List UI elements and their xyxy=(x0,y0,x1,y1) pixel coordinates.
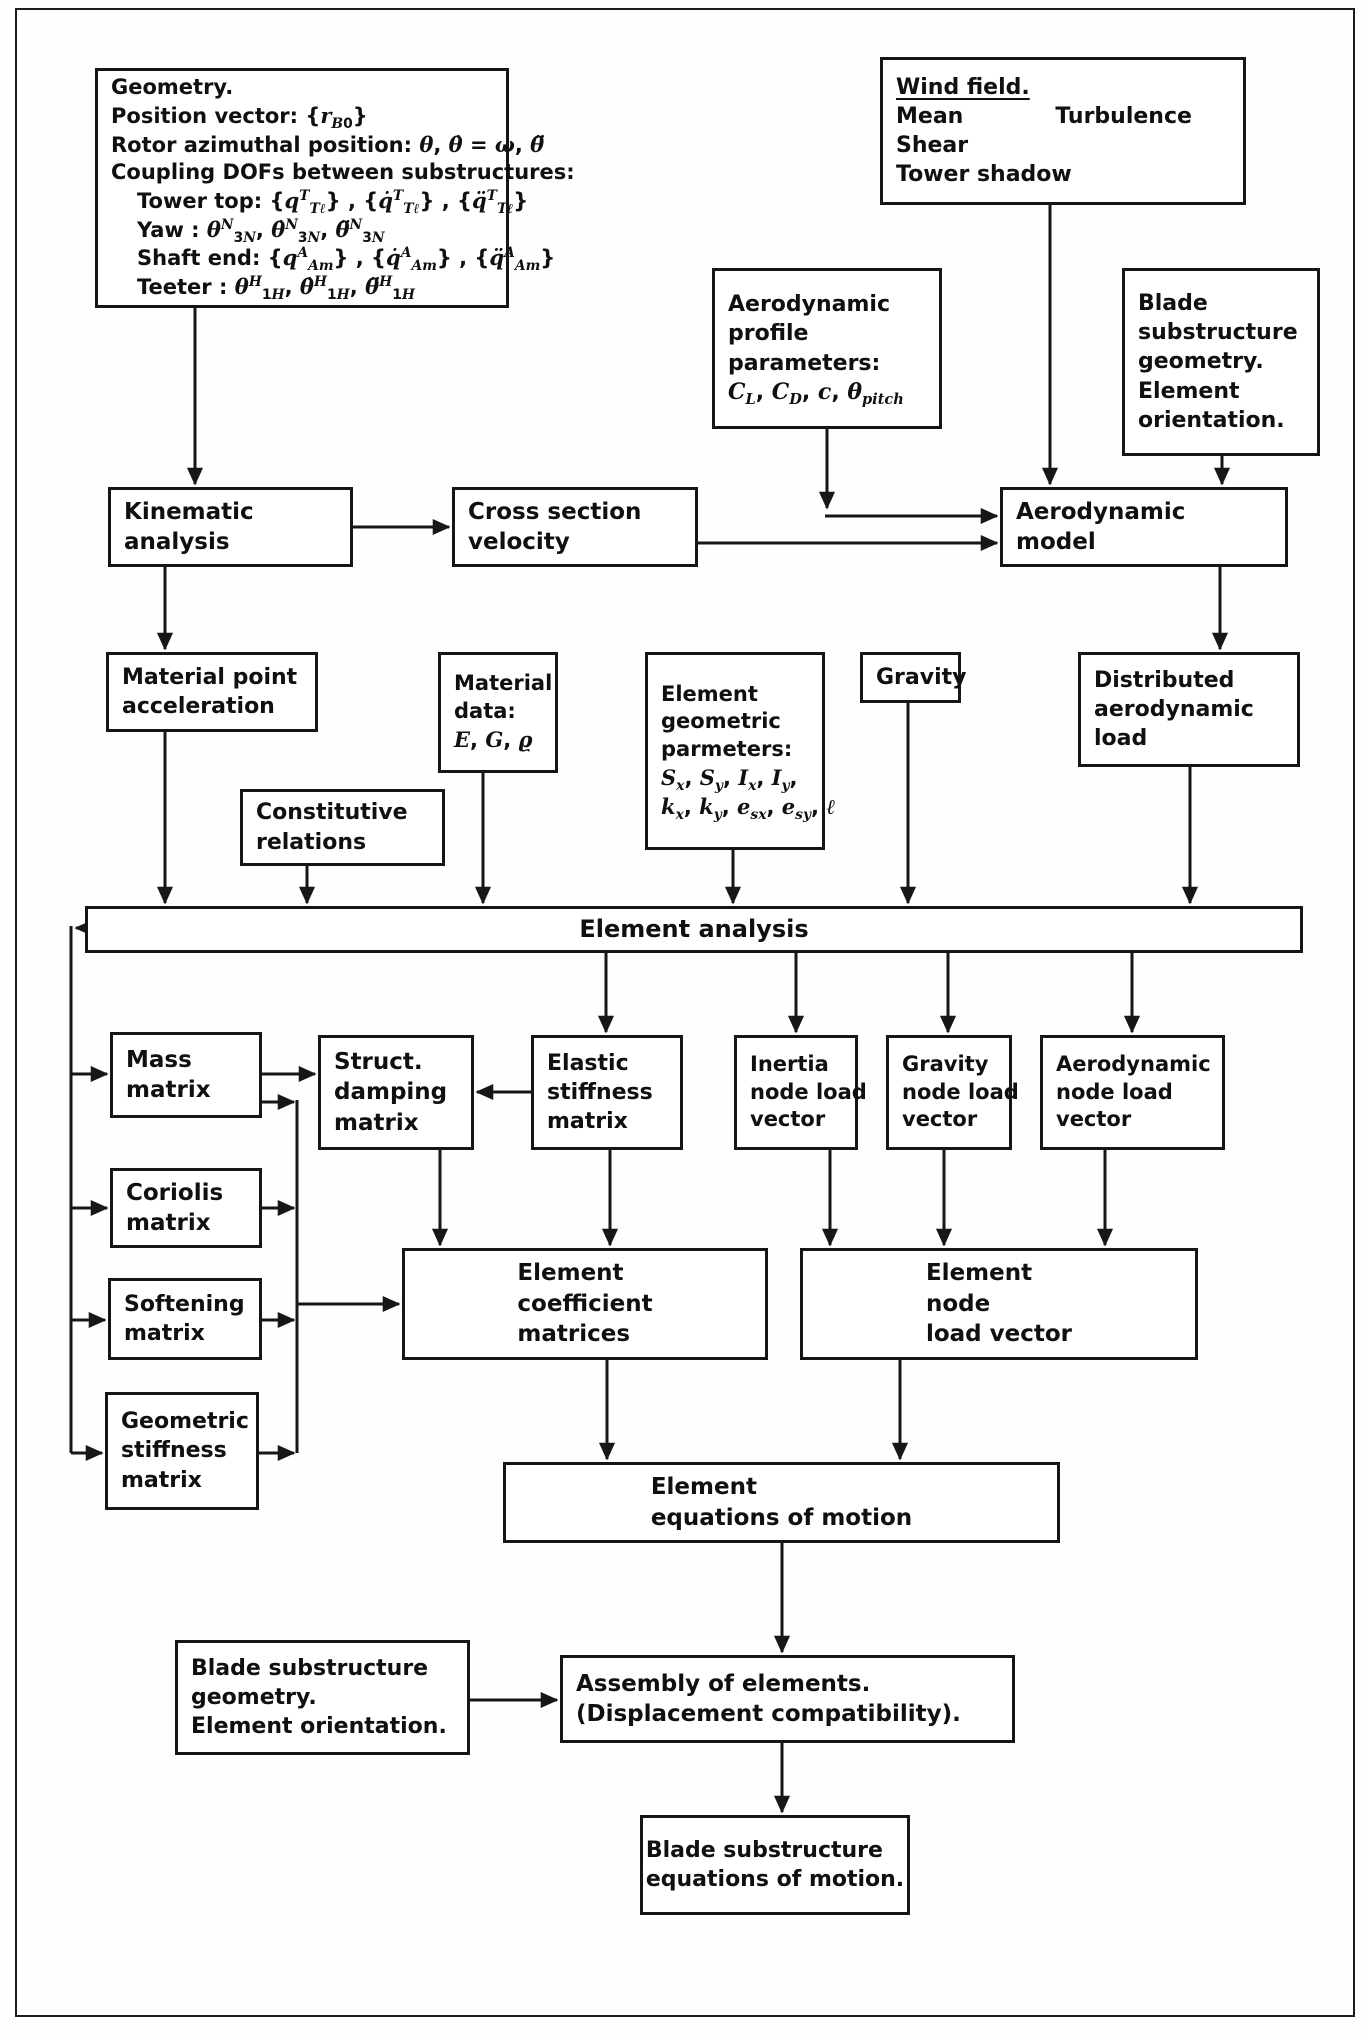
node-blade-geom-bottom-line-1: geometry. xyxy=(191,1684,317,1710)
node-element-coefficient-matrices-line-1: coefficient xyxy=(517,1290,653,1317)
node-inertia-node-load-vector xyxy=(734,1035,867,1150)
node-assembly-of-elements-text xyxy=(563,1665,974,1734)
node-element-coefficient-matrices-line-0: Element xyxy=(517,1260,624,1287)
node-element-geometric-parameters-line-3: $S_x$, $S_y$, $I_x$, $I_y$, xyxy=(661,764,798,795)
node-coriolis-matrix-text xyxy=(113,1174,236,1243)
node-cross-section-velocity-text xyxy=(455,493,654,562)
node-geometric-stiffness-matrix-line-2: matrix xyxy=(121,1467,202,1493)
node-blade-substructure-eom-line-1: equations of motion. xyxy=(645,1867,905,1892)
node-constitutive-relations-text xyxy=(243,794,421,860)
node-struct-damping-matrix-line-2: matrix xyxy=(334,1109,419,1136)
node-element-analysis xyxy=(85,906,1303,953)
node-blade-substructure-eom-line-0: Blade substructure xyxy=(645,1837,883,1863)
node-aero-model xyxy=(1000,487,1288,567)
node-softening-matrix-line-1: matrix xyxy=(124,1321,205,1346)
node-coriolis-matrix-line-0: Coriolis xyxy=(126,1179,224,1206)
node-geometry-text xyxy=(98,70,588,306)
node-cross-section-velocity xyxy=(452,487,698,567)
node-material-point-acceleration-line-1: acceleration xyxy=(122,694,275,719)
node-material-point-acceleration xyxy=(106,652,318,732)
node-aero-profile xyxy=(712,268,942,429)
node-aero-node-load-vector-line-2: vector xyxy=(1056,1107,1132,1132)
node-blade-geom-bottom xyxy=(175,1640,470,1755)
node-constitutive-relations-line-1: relations xyxy=(256,829,367,855)
node-blade-geom-top-line-2: geometry. xyxy=(1138,349,1264,375)
node-aero-profile-line-1: profile xyxy=(728,321,809,347)
node-element-geometric-parameters-line-2: parmeters: xyxy=(661,737,793,762)
node-blade-geom-top-line-3: Element xyxy=(1138,378,1240,404)
node-kinematic-analysis-text xyxy=(111,493,267,562)
node-distributed-aero-load-text xyxy=(1081,662,1267,757)
node-elastic-stiffness-matrix-line-0: Elastic xyxy=(547,1050,629,1076)
node-element-node-load-vector-line-1: node xyxy=(925,1290,991,1317)
node-distributed-aero-load-line-1: aerodynamic xyxy=(1094,696,1254,722)
node-blade-geom-top-line-0: Blade xyxy=(1138,291,1208,317)
node-constitutive-relations xyxy=(240,789,445,866)
node-blade-substructure-eom xyxy=(640,1815,910,1915)
node-element-equations-of-motion-line-0: Element xyxy=(650,1474,757,1501)
node-elastic-stiffness-matrix-text xyxy=(534,1045,666,1140)
node-blade-substructure-eom-text xyxy=(633,1832,917,1898)
node-gravity-node-load-vector-line-2: vector xyxy=(902,1107,978,1132)
node-element-geometric-parameters-line-0: Element xyxy=(661,681,758,706)
node-assembly-of-elements-line-0: Assembly of elements. xyxy=(576,1670,871,1697)
node-geometric-stiffness-matrix-line-0: Geometric xyxy=(121,1409,249,1435)
node-blade-geom-bottom-line-0: Blade substructure xyxy=(191,1655,429,1681)
node-gravity-node-load-vector xyxy=(886,1035,1019,1150)
node-geometric-stiffness-matrix-text xyxy=(108,1403,262,1498)
node-aero-profile-text xyxy=(715,286,917,410)
node-wind-field-text xyxy=(883,69,1205,193)
node-blade-geom-top xyxy=(1122,268,1320,456)
node-distributed-aero-load xyxy=(1078,652,1300,767)
node-wind-field-line-1: Mean Turbulence xyxy=(896,103,1192,129)
node-inertia-node-load-vector-line-2: vector xyxy=(750,1107,826,1132)
node-geometry-line-2: Rotor azimuthal position: θ, θ̇ = ω, θ̈ xyxy=(111,131,545,157)
node-inertia-node-load-vector-line-0: Inertia xyxy=(750,1051,829,1076)
node-aero-profile-line-2: parameters: xyxy=(728,350,881,376)
node-material-data-line-2: E, G, ϱ xyxy=(454,726,533,752)
node-material-data-text xyxy=(441,666,565,758)
node-element-geometric-parameters-line-1: geometric xyxy=(661,709,781,734)
node-distributed-aero-load-line-2: load xyxy=(1094,726,1148,752)
node-geometry-line-1: Position vector: $\{r_{B0}\}$ xyxy=(111,102,368,133)
node-aero-model-text xyxy=(1003,493,1198,562)
node-distributed-aero-load-line-0: Distributed xyxy=(1094,667,1235,693)
node-struct-damping-matrix-line-1: damping xyxy=(334,1079,448,1106)
node-softening-matrix-line-0: Softening xyxy=(124,1291,245,1317)
node-blade-geom-top-text xyxy=(1125,285,1311,438)
node-geometry-line-6: Shaft end: $\{q^A_{Am}\}$ , {q̇$^A_{Am}$} , {q̈$^A_{Am}$} xyxy=(137,245,556,275)
node-gravity-node-load-vector-line-0: Gravity xyxy=(902,1051,989,1076)
node-geometry-line-7: Teeter : $\theta^H_{1H}$, θ̇$^H_{1H}$, θ̈$^H_{1H}$ xyxy=(137,274,415,304)
node-element-geometric-parameters xyxy=(645,652,836,850)
node-mass-matrix-line-1: matrix xyxy=(126,1077,211,1103)
node-cross-section-velocity-line-0: Cross section xyxy=(468,498,642,525)
node-aero-node-load-vector xyxy=(1040,1035,1225,1150)
node-wind-field-line-0: Wind field. xyxy=(896,74,1030,100)
node-wind-field xyxy=(880,57,1246,205)
node-element-equations-of-motion-text xyxy=(638,1468,925,1537)
node-material-data-line-0: Material xyxy=(454,671,553,696)
node-elastic-stiffness-matrix-line-1: stiffness xyxy=(547,1079,653,1105)
node-geometry-line-3: Coupling DOFs between substructures: xyxy=(111,160,575,185)
node-softening-matrix-text xyxy=(111,1286,258,1352)
node-blade-geom-bottom-line-2: Element orientation. xyxy=(191,1714,447,1740)
node-element-analysis-line-0: Element analysis xyxy=(579,914,809,943)
node-wind-field-line-2: Shear xyxy=(896,133,969,158)
node-constitutive-relations-line-0: Constitutive xyxy=(256,800,408,826)
node-geometry-line-0: Geometry. xyxy=(111,75,234,100)
node-wind-field-line-3: Tower shadow xyxy=(896,162,1072,188)
node-element-equations-of-motion xyxy=(503,1462,1060,1543)
node-gravity xyxy=(860,652,967,703)
node-blade-geom-bottom-text xyxy=(178,1650,460,1745)
node-blade-geom-top-line-4: orientation. xyxy=(1138,407,1285,433)
node-elastic-stiffness-matrix-line-2: matrix xyxy=(547,1109,628,1135)
node-aero-node-load-vector-line-0: Aerodynamic xyxy=(1056,1051,1211,1076)
node-aero-model-line-0: Aerodynamic xyxy=(1016,498,1186,525)
node-element-coefficient-matrices xyxy=(402,1248,768,1360)
node-gravity-text xyxy=(863,659,980,696)
node-aero-profile-line-3: $C_L$, $C_D$, c, $\theta_{pitch}$ xyxy=(728,378,904,408)
node-geometry-line-4: Tower top: $\{q^T_{T\ell}\}$ , {q̇$^T_{T\ell}$} , {q̈$^T_{T\ell}$} xyxy=(137,188,529,218)
node-coriolis-matrix-line-1: matrix xyxy=(126,1210,211,1236)
node-geometry xyxy=(95,68,575,308)
node-element-equations-of-motion-line-1: equations of motion xyxy=(650,1504,913,1531)
node-struct-damping-matrix-text xyxy=(321,1043,460,1142)
node-element-node-load-vector xyxy=(800,1248,1198,1360)
node-material-data-line-1: data: xyxy=(454,699,516,724)
node-aero-node-load-vector-text xyxy=(1043,1047,1224,1138)
node-mass-matrix-text xyxy=(113,1041,224,1110)
node-struct-damping-matrix xyxy=(318,1035,474,1150)
node-element-coefficient-matrices-text xyxy=(504,1254,665,1353)
node-gravity-line-0: Gravity xyxy=(876,664,967,690)
node-aero-model-line-1: model xyxy=(1016,529,1096,555)
node-inertia-node-load-vector-line-1: node load xyxy=(750,1079,867,1104)
node-kinematic-analysis xyxy=(108,487,353,567)
node-geometric-stiffness-matrix xyxy=(105,1392,259,1510)
node-struct-damping-matrix-line-0: Struct. xyxy=(334,1048,423,1075)
node-cross-section-velocity-line-1: velocity xyxy=(468,529,570,555)
node-kinematic-analysis-line-1: analysis xyxy=(124,529,230,555)
node-aero-node-load-vector-line-1: node load xyxy=(1056,1079,1173,1104)
node-assembly-of-elements-line-1: (Displacement compatibility). xyxy=(576,1701,961,1727)
node-element-analysis-text xyxy=(566,910,821,950)
node-geometry-line-5: Yaw : $\theta^N_{3N}$, θ̇$^N_{3N}$, θ̈$^N_{3N}$ xyxy=(137,216,385,246)
node-element-geometric-parameters-line-4: $k_x$, $k_y$, $e_{sx}$, $e_{sy}$, ℓ xyxy=(661,793,836,823)
node-mass-matrix xyxy=(110,1032,262,1118)
node-mass-matrix-line-0: Mass xyxy=(126,1046,192,1073)
node-element-node-load-vector-line-2: load vector xyxy=(925,1321,1073,1348)
node-assembly-of-elements xyxy=(560,1655,1015,1743)
node-element-node-load-vector-text xyxy=(913,1254,1085,1353)
node-element-geometric-parameters-text xyxy=(648,677,848,826)
node-material-point-acceleration-text xyxy=(109,659,310,725)
node-blade-geom-top-line-1: substructure xyxy=(1138,320,1298,346)
node-coriolis-matrix xyxy=(110,1168,262,1248)
node-geometric-stiffness-matrix-line-1: stiffness xyxy=(121,1438,227,1464)
node-element-node-load-vector-line-0: Element xyxy=(925,1260,1033,1287)
node-aero-profile-line-0: Aerodynamic xyxy=(728,292,891,318)
node-kinematic-analysis-line-0: Kinematic xyxy=(124,498,254,525)
node-element-coefficient-matrices-line-2: matrices xyxy=(517,1321,631,1348)
node-material-data xyxy=(438,652,558,773)
node-gravity-node-load-vector-text xyxy=(889,1047,1032,1138)
node-inertia-node-load-vector-text xyxy=(737,1047,880,1138)
node-elastic-stiffness-matrix xyxy=(531,1035,683,1150)
node-gravity-node-load-vector-line-1: node load xyxy=(902,1079,1019,1104)
node-material-point-acceleration-line-0: Material point xyxy=(122,664,298,690)
node-softening-matrix xyxy=(108,1278,262,1360)
